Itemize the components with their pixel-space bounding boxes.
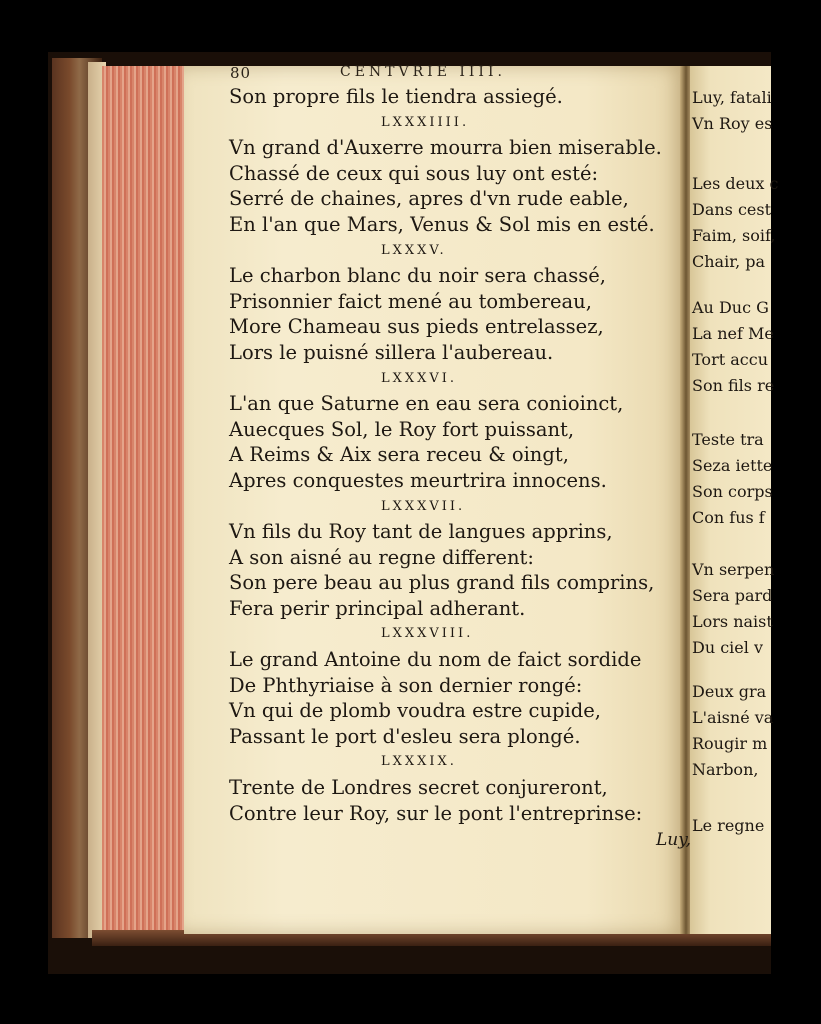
right-page-line: Tort accu xyxy=(692,350,768,369)
right-page-line: Les deux c xyxy=(692,174,779,193)
right-page-line: Teste tra xyxy=(692,430,764,449)
verse-line: De Phthyriaise à son dernier rongé: xyxy=(229,673,583,697)
verse-line: L'an que Saturne en eau sera conioinct, xyxy=(229,392,624,416)
quatrain-number: LXXXV. xyxy=(381,242,447,258)
verse-line: Prisonnier faict mené au tombereau, xyxy=(229,289,592,313)
page-header xyxy=(230,62,670,84)
quatrain-number: LXXXIIII. xyxy=(381,114,470,130)
verse-line: Fera perir principal adherant. xyxy=(229,596,526,620)
verse-line: Serré de chaines, apres d'vn rude eable, xyxy=(229,187,629,211)
right-page-line: L'aisné va xyxy=(692,708,774,727)
verse-line: Vn fils du Roy tant de langues apprins, xyxy=(229,520,613,544)
right-page-line: Narbon, xyxy=(692,760,759,779)
running-title: CENTVRIE IIII. xyxy=(340,64,506,80)
right-page-line: Con fus f xyxy=(692,508,765,527)
verse-line: A son aisné au regne different: xyxy=(229,545,534,569)
verse-line: Trente de Londres secret conjureront, xyxy=(229,776,608,800)
right-page-line: Sera pard xyxy=(692,586,773,605)
right-page-line: Le regne xyxy=(692,816,765,835)
verse-line: More Chameau sus pieds entrelassez, xyxy=(229,315,604,339)
right-page-line: Du ciel v xyxy=(692,638,764,657)
catchword: Luy, xyxy=(656,830,691,850)
verse-line: Chassé de ceux qui sous luy ont esté: xyxy=(229,161,599,185)
right-page-line: Seza iette xyxy=(692,456,773,475)
right-page-line: Deux gra xyxy=(692,682,767,701)
verse-line: Le charbon blanc du noir sera chassé, xyxy=(229,264,606,288)
quatrain-number: LXXXVII. xyxy=(381,498,466,514)
right-page-line: Vn serpen xyxy=(692,560,775,579)
verse-line: Vn qui de plomb voudra estre cupide, xyxy=(229,699,601,723)
right-page-line: Rougir m xyxy=(692,734,768,753)
right-page-line: Son corps xyxy=(692,482,773,501)
verse-line: Auecques Sol, le Roy fort puissant, xyxy=(229,417,575,441)
verse-line: Passant le port d'esleu sera plongé. xyxy=(229,724,581,748)
right-page-line: Faim, soif, xyxy=(692,226,776,245)
right-page-line: Luy, fatali xyxy=(692,88,772,107)
left-page-text xyxy=(229,84,679,826)
red-page-edges xyxy=(102,66,185,934)
verse-line: A Reims & Aix sera receu & oingt, xyxy=(229,443,569,467)
verse-line: Apres conquestes meurtrira innocens. xyxy=(229,468,607,492)
verse-line: Contre leur Roy, sur le pont l'entreprinse: xyxy=(229,801,643,825)
quatrain-number: LXXXIX. xyxy=(381,754,457,770)
right-page-line: Lors naist xyxy=(692,612,773,631)
right-page-line: Vn Roy es xyxy=(692,114,773,133)
right-page-line: Chair, pa xyxy=(692,252,766,271)
verse-line: En l'an que Mars, Venus & Sol mis en esté. xyxy=(229,212,655,236)
right-page-line: La nef Me xyxy=(692,324,774,343)
quatrain-number: LXXXVIII. xyxy=(381,626,474,642)
verse-line: Le grand Antoine du nom de faict sordide xyxy=(229,648,642,672)
verse-line: Vn grand d'Auxerre mourra bien miserable. xyxy=(229,136,662,160)
quatrain-number: LXXXVI. xyxy=(381,370,458,386)
verse-line: Lors le puisné sillera l'aubereau. xyxy=(229,340,554,364)
verse-line: Son pere beau au plus grand fils comprins, xyxy=(229,571,655,595)
right-page-line: Son fils re xyxy=(692,376,775,395)
right-page-line: Au Duc G xyxy=(692,298,769,317)
verse-line: Son propre fils le tiendra assiegé. xyxy=(229,85,563,108)
right-page-line: Dans cest xyxy=(692,200,772,219)
page-number: 80 xyxy=(230,64,252,82)
